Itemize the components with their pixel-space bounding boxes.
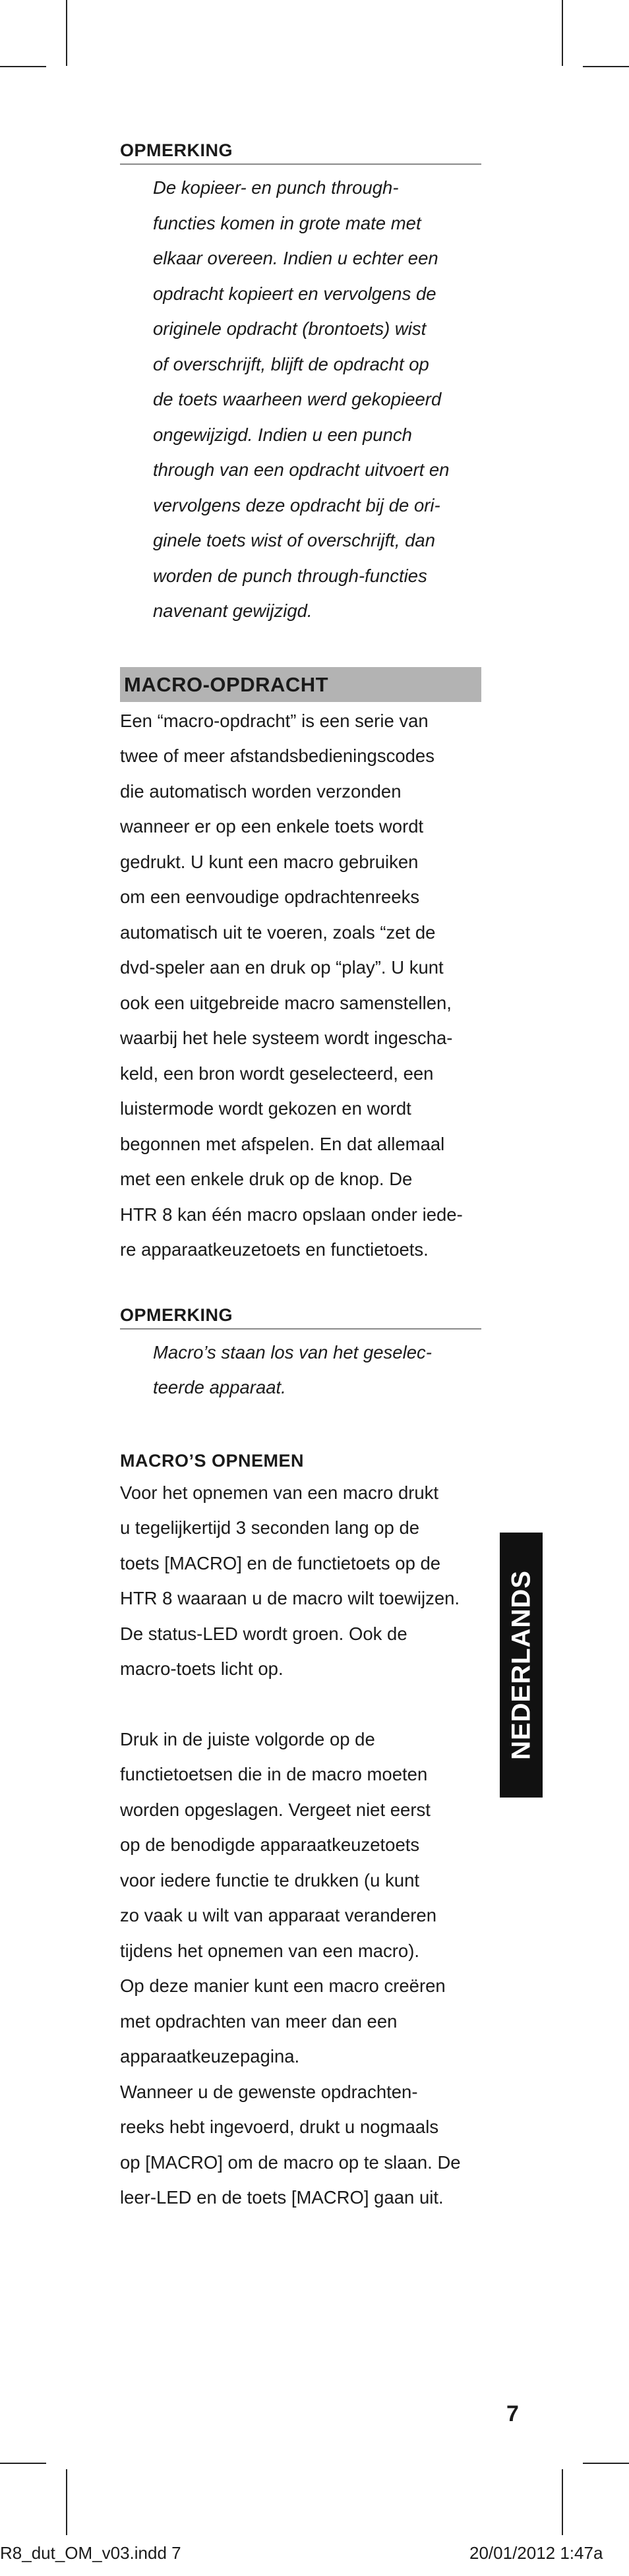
text-line: functies komen in grote mate met [153, 212, 421, 233]
text-line: begonnen met afspelen. En dat allemaal [120, 1133, 445, 1154]
text-line: De status-LED wordt groen. Ook de [120, 1623, 407, 1644]
text-line: tijdens het opnemen van een macro). [120, 1940, 420, 1961]
text-line: Druk in de juiste volgorde op de [120, 1728, 375, 1749]
text-line: HTR 8 waaraan u de macro wilt toewijzen. [120, 1588, 460, 1608]
section-heading: MACRO-OPDRACHT [120, 667, 481, 702]
text-line: voor iedere functie te drukken (u kunt [120, 1869, 420, 1890]
note-block [120, 1303, 481, 1405]
text-line: Macro’s staan los van het geselec- [153, 1341, 432, 1362]
text-line: op [MACRO] om de macro op te slaan. De [120, 2152, 461, 2173]
crop-mark [0, 66, 46, 67]
text-line: De kopieer- en punch through- [153, 177, 399, 198]
crop-mark [583, 66, 629, 67]
text-line: teerde apparaat. [153, 1377, 286, 1397]
text-line: met een enkele druk op de knop. De [120, 1169, 413, 1189]
subsection-heading: MACRO’S OPNEMEN [120, 1450, 305, 1471]
page-content [120, 138, 481, 2215]
text-line: opdracht kopieert en vervolgens de [153, 283, 436, 304]
text-line: automatisch uit te voeren, zoals “zet de [120, 922, 436, 943]
text-line: HTR 8 kan één macro opslaan onder iede- [120, 1204, 463, 1225]
text-line: vervolgens deze opdracht bij de ori- [153, 494, 440, 515]
text-line: die automatisch worden verzonden [120, 780, 402, 802]
text-line: apparaatkeuzepagina. [120, 2046, 300, 2066]
crop-mark [562, 2469, 563, 2535]
macro-section [120, 667, 481, 1268]
slug-filename: R8_dut_OM_v03.indd 7 [0, 2543, 181, 2563]
text-line: toets [MACRO] en de functietoets op de [120, 1552, 441, 1573]
text-line: wanneer er op een enkele toets wordt [120, 816, 424, 836]
record-section [120, 1448, 481, 2215]
text-line: ginele toets wist of overschrijft, dan [153, 530, 435, 550]
text-line: gedrukt. U kunt een macro gebruiken [120, 851, 419, 872]
text-line: dvd-speler aan en druk op “play”. U kunt [120, 957, 444, 978]
text-line: Een “macro-opdracht” is een serie van [120, 710, 429, 731]
text-line: zo vaak u wilt van apparaat veranderen [120, 1905, 437, 1925]
text-line: re apparaatkeuzetoets en functietoets. [120, 1239, 429, 1260]
text-line: elkaar overeen. Indien u echter een [153, 248, 438, 268]
text-line: om een eenvoudige opdrachtenreeks [120, 887, 420, 907]
note-heading: OPMERKING [120, 1303, 481, 1330]
text-line: met opdrachten van meer dan een [120, 2010, 398, 2032]
note-text [120, 1335, 481, 1405]
text-line: waarbij het hele systeem wordt ingescha- [120, 1028, 453, 1048]
crop-mark [562, 0, 563, 66]
text-line: through van een opdracht uitvoert en [153, 459, 450, 480]
text-line: functietoetsen die in de macro moeten [120, 1764, 428, 1784]
text-line: luistermode wordt gekozen en wordt [120, 1098, 411, 1119]
slug-timestamp: 20/01/2012 1:47a [469, 2543, 603, 2563]
language-tab-label: NEDERLANDS [506, 1570, 535, 1760]
crop-mark [583, 2463, 629, 2464]
crop-mark [0, 2463, 46, 2464]
text-line: leer-LED en de toets [MACRO] gaan uit. [120, 2187, 444, 2208]
text-line: reeks hebt ingevoerd, drukt u nogmaals [120, 2117, 439, 2137]
text-line: navenant gewijzigd. [153, 600, 313, 621]
crop-mark [66, 2469, 67, 2535]
note-heading: OPMERKING [120, 138, 481, 165]
text-line: u tegelijkertijd 3 seconden lang op de [120, 1517, 420, 1538]
note-text [120, 170, 481, 629]
body-text [120, 703, 481, 1268]
text-line: Voor het opnemen van een macro drukt [120, 1482, 439, 1503]
body-text [120, 1475, 481, 1687]
text-line: worden de punch through-functies [153, 565, 427, 586]
note-block [120, 138, 481, 629]
text-line: keld, een bron wordt geselecteerd, een [120, 1063, 434, 1084]
text-line: ook een uitgebreide macro samenstellen, [120, 992, 452, 1013]
text-line: twee of meer afstandsbedieningscodes [120, 746, 434, 766]
text-line: op de benodigde apparaatkeuzetoets [120, 1834, 420, 1855]
text-line: originele opdracht (brontoets) wist [153, 318, 427, 339]
text-line: worden opgeslagen. Vergeet niet eerst [120, 1799, 431, 1820]
language-tab [500, 1533, 543, 1798]
text-line: Op deze manier kunt een macro creëren [120, 1976, 446, 1996]
text-line: of overschrijft, blijft de opdracht op [153, 353, 429, 374]
text-line: Wanneer u de gewenste opdrachten- [120, 2081, 418, 2102]
body-text [120, 1722, 481, 2215]
text-line: de toets waarheen werd gekopieerd [153, 389, 442, 409]
page-number: 7 [506, 2401, 519, 2426]
text-line: ongewijzigd. Indien u een punch [153, 424, 412, 445]
text-line: macro-toets licht op. [120, 1658, 284, 1679]
crop-mark [66, 0, 67, 66]
